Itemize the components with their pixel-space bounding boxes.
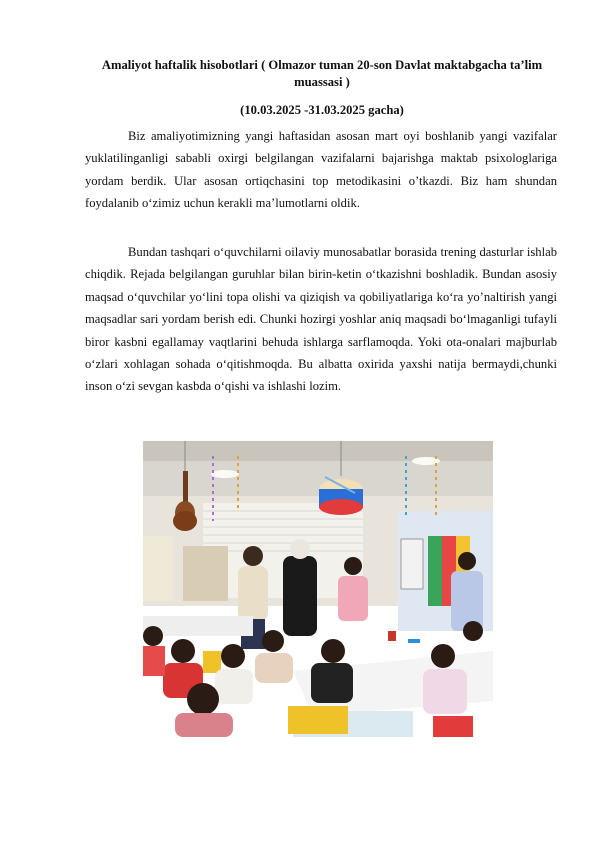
paragraph-2: Bundan tashqari o‘quvchilarni oilaviy munosabatlar borasida trening dasturlar ishlab chiqdik. Rejada belgilangan guruhlar bilan birin-ketin o‘tkazishni boshladik. Bundan asosiy maqsad o‘quvchilar yo‘lini topa olishi va qiziqish va qobiliyatlariga ko‘ra yo’naltirish yangi maqsadlar sari yordam berish edi. Chunki hozirgi yoshlar aniq maqsadi bo‘lmaganligi tufayli biror kasbni egallamay vaqtlarini behuda ishlarga sarflamoqda. Yoki ota-onalari majburlab o‘zlari xohlagan sohada o‘qitishmoqda. Bu albatta oxirida yaxshi natija bermaydi,chunki inson o‘zi sevgan kasbda o‘qishi va ishlashi lozim. [85, 245, 557, 394]
classroom-photo [143, 441, 493, 737]
report-title: Amaliyot haftalik hisobotlari ( Olmazor tuman 20-son Davlat maktabgacha ta’lim muassasi ) [101, 58, 543, 89]
paragraph-1: Biz amaliyotimizning yangi haftasidan asosan mart oyi boshlanib yangi vazifalar yuklatilinganligi sababli oxirgi belgilangan vazifalarni bajarishga maktab psixologlariga yordam berdik. Ular asosan ortiqchasini top metodikasini o’tkazdi. Biz ham shundan foydalanib o‘zimiz uchun kerakli ma’lumotlarni oldik. [85, 129, 557, 211]
report-period: (10.03.2025 -31.03.2025 gacha) [240, 103, 404, 117]
